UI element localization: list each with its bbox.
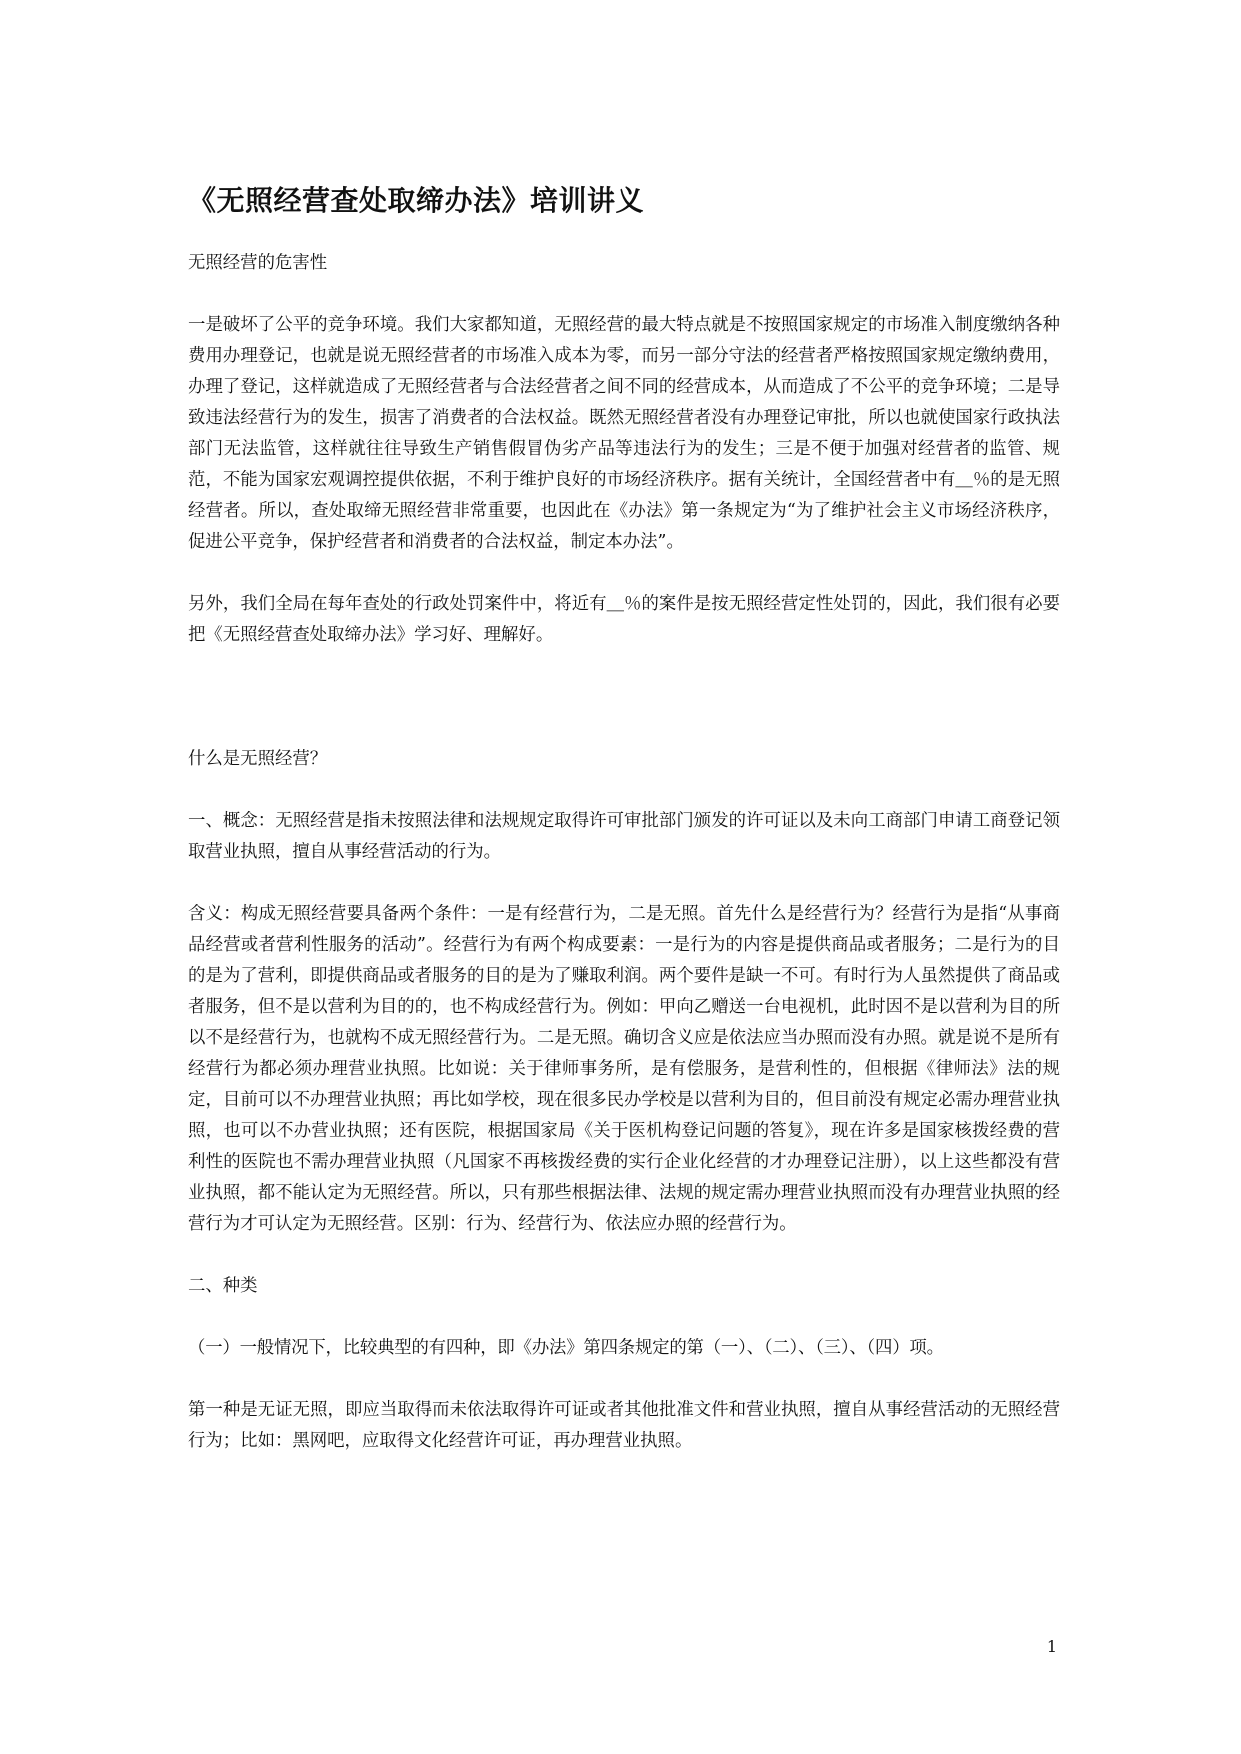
paragraph-harm-details: 一是破坏了公平的竞争环境。我们大家都知道，无照经营的最大特点就是不按照国家规定的市场准入制度缴纳各种费用办理登记，也就是说无照经营者的市场准入成本为零，而另一部分守法的经营者严格按照国家规定缴纳费用，办理了登记，这样就造成了无照经营者与合法经营者之间不同的经营成本，从而造成了不公平的竞争环境；二是导致违法经营行为的发生，损害了消费者的合法权益。既然无照经营者没有办理登记审批，所以也就使国家行政执法部门无法监管，这样就往往导致生产销售假冒伪劣产品等违法行为的发生；三是不便于加强对经营者的监管、规范，不能为国家宏观调控提供依据，不利于维护良好的市场经济秩序。据有关统计，全国经营者中有＿％的是无照经营者。所以，查处取缔无照经营非常重要，也因此在《办法》第一条规定为“为了维护社会主义市场经济秩序，促进公平竞争，保护经营者和消费者的合法权益，制定本办法”。 (188, 315, 1060, 552)
document-body (188, 248, 1060, 1488)
document-title: 《无照经营查处取缔办法》培训讲义 (188, 183, 645, 217)
section-heading-types: 二、种类 (188, 1276, 258, 1296)
paragraph-meaning: 含义：构成无照经营要具备两个条件：一是有经营行为，二是无照。首先什么是经营行为？经营行为是指“从事商品经营或者营利性服务的活动”。经营行为有两个构成要素：一是行为的内容是提供商品或者服务；二是行为的目的是为了营利，即提供商品或者服务的目的是为了赚取利润。两个要件是缺一不可。有时行为人虽然提供了商品或者服务，但不是以营利为目的的，也不构成经营行为。例如：甲向乙赠送一台电视机，此时因不是以营利为目的所以不是经营行为，也就构不成无照经营行为。二是无照。确切含义应是依法应当办照而没有办照。就是说不是所有经营行为都必须办理营业执照。比如说：关于律师事务所，是有偿服务，是营利性的，但根据《律师法》法的规定，目前可以不办理营业执照；再比如学校，现在很多民办学校是以营利为目的，但目前没有规定必需办理营业执照，也可以不办营业执照；还有医院，根据国家局《关于医机构登记问题的答复》，现在许多是国家核拨经费的营利性的医院也不需办理营业执照（凡国家不再核拨经费的实行企业化经营的才办理登记注册），以上这些都没有营业执照，都不能认定为无照经营。所以，只有那些根据法律、法规的规定需办理营业执照而没有办理营业执照的经营行为才可认定为无照经营。区别：行为、经营行为、依法应办照的经营行为。 (188, 904, 1060, 1234)
section-heading-harm: 无照经营的危害性 (188, 253, 328, 273)
paragraph-first-type: 第一种是无证无照，即应当取得而未依法取得许可证或者其他批准文件和营业执照，擅自从事经营活动的无照经营行为；比如：黑网吧，应取得文化经营许可证，再办理营业执照。 (188, 1400, 1060, 1451)
paragraph-general-types: （一）一般情况下，比较典型的有四种，即《办法》第四条规定的第（一）、（二）、（三）、（四）项。 (188, 1338, 944, 1358)
section-heading-definition: 什么是无照经营？ (188, 749, 328, 769)
page-number: 1 (1046, 1637, 1057, 1656)
paragraph-case-statistics: 另外，我们全局在每年查处的行政处罚案件中，将近有＿％的案件是按无照经营定性处罚的，因此，我们很有必要把《无照经营查处取缔办法》学习好、理解好。 (188, 594, 1060, 645)
paragraph-concept: 一、概念：无照经营是指未按照法律和法规规定取得许可审批部门颁发的许可证以及未向工商部门申请工商登记领取营业执照，擅自从事经营活动的行为。 (188, 811, 1060, 862)
